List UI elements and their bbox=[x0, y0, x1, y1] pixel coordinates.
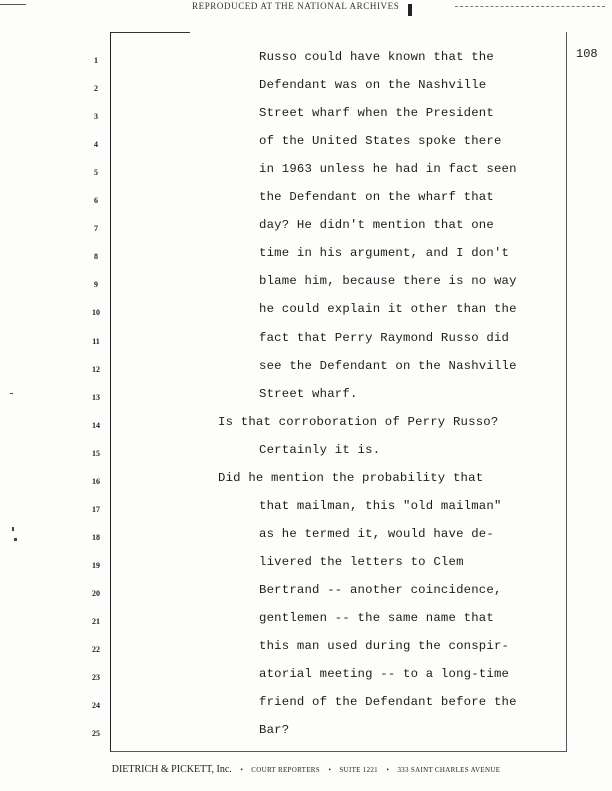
margin-tick bbox=[14, 538, 17, 541]
line-number: 25 bbox=[92, 729, 100, 739]
line-number: 21 bbox=[92, 617, 100, 626]
transcript-line: in 1963 unless he had in fact seen bbox=[259, 162, 517, 177]
line-number: 9 bbox=[94, 280, 98, 290]
transcript-line: blame him, because there is no way bbox=[259, 274, 517, 289]
line-number: 5 bbox=[94, 168, 98, 178]
line-number: 1 bbox=[94, 56, 98, 65]
line-number: 17 bbox=[92, 504, 100, 514]
line-number: 13 bbox=[92, 392, 100, 402]
line-number: 20 bbox=[92, 588, 100, 598]
line-number: 18 bbox=[92, 532, 100, 542]
margin-tick bbox=[10, 393, 13, 394]
transcript-line: this man used during the conspir- bbox=[259, 639, 510, 654]
footer-firm: DIETRICH & PICKETT, Inc. bbox=[111, 764, 232, 775]
line-number: 14 bbox=[92, 420, 100, 430]
transcript-line: livered the letters to Clem bbox=[259, 554, 464, 569]
transcript-line: Street wharf when the President bbox=[259, 106, 494, 121]
footer-separator: • bbox=[328, 766, 331, 774]
line-number: 10 bbox=[92, 308, 100, 318]
line-number: 22 bbox=[92, 645, 100, 655]
transcript-line: of the United States spoke there bbox=[259, 134, 502, 149]
archive-stamp: REPRODUCED AT THE NATIONAL ARCHIVES bbox=[192, 1, 400, 11]
footer-separator: • bbox=[386, 766, 389, 774]
line-number: 8 bbox=[94, 252, 98, 262]
transcript-line: day? He didn't mention that one bbox=[259, 218, 494, 233]
margin-tick bbox=[12, 527, 14, 531]
transcript-line: Bar? bbox=[259, 723, 290, 738]
line-number: 23 bbox=[92, 673, 100, 683]
transcript-line: Street wharf. bbox=[259, 386, 358, 401]
transcript-line: as he termed it, would have de- bbox=[259, 526, 494, 541]
transcript-line: time in his argument, and I don't bbox=[259, 246, 510, 261]
transcript-line: atorial meeting -- to a long-time bbox=[259, 667, 510, 682]
header-rule-right bbox=[455, 6, 605, 7]
transcript-line: Bertrand -- another coincidence, bbox=[259, 582, 502, 597]
footer-role: COURT REPORTERS bbox=[251, 766, 320, 774]
transcript-line: that mailman, this "old mailman" bbox=[259, 498, 502, 513]
header-rule-left bbox=[0, 4, 26, 5]
transcript-line: Russo could have known that the bbox=[259, 50, 494, 64]
transcript-line: Certainly it is. bbox=[259, 442, 381, 457]
line-number: 6 bbox=[94, 196, 98, 206]
line-number: 12 bbox=[92, 364, 100, 374]
transcript-line: he could explain it other than the bbox=[259, 302, 517, 317]
transcript-line: Defendant was on the Nashville bbox=[259, 78, 487, 93]
transcript-line: gentlemen -- the same name that bbox=[259, 611, 494, 625]
line-number: 4 bbox=[94, 140, 98, 150]
line-number: 24 bbox=[92, 701, 100, 711]
page-number: 108 bbox=[576, 47, 598, 61]
footer-suite: SUITE 1221 bbox=[339, 766, 378, 774]
line-number: 19 bbox=[92, 560, 100, 570]
footer-separator: • bbox=[240, 766, 243, 774]
transcript-line: Did he mention the probability that bbox=[218, 470, 484, 485]
transcript-line: Is that corroboration of Perry Russo? bbox=[218, 414, 499, 429]
line-number: 11 bbox=[92, 336, 100, 346]
line-number: 15 bbox=[92, 448, 100, 458]
transcript-line: fact that Perry Raymond Russo did bbox=[259, 330, 510, 345]
archive-header bbox=[0, 0, 612, 16]
footer bbox=[0, 764, 612, 775]
line-number: 7 bbox=[94, 224, 98, 234]
transcript-line: see the Defendant on the Nashville bbox=[259, 358, 517, 373]
line-number: 2 bbox=[94, 84, 98, 94]
header-mark bbox=[408, 4, 412, 16]
transcript-line: friend of the Defendant before the bbox=[259, 695, 517, 710]
line-number: 3 bbox=[94, 112, 98, 122]
line-number: 16 bbox=[92, 476, 100, 486]
transcript-line: the Defendant on the wharf that bbox=[259, 190, 494, 205]
footer-address: 333 SAINT CHARLES AVENUE bbox=[397, 766, 501, 774]
